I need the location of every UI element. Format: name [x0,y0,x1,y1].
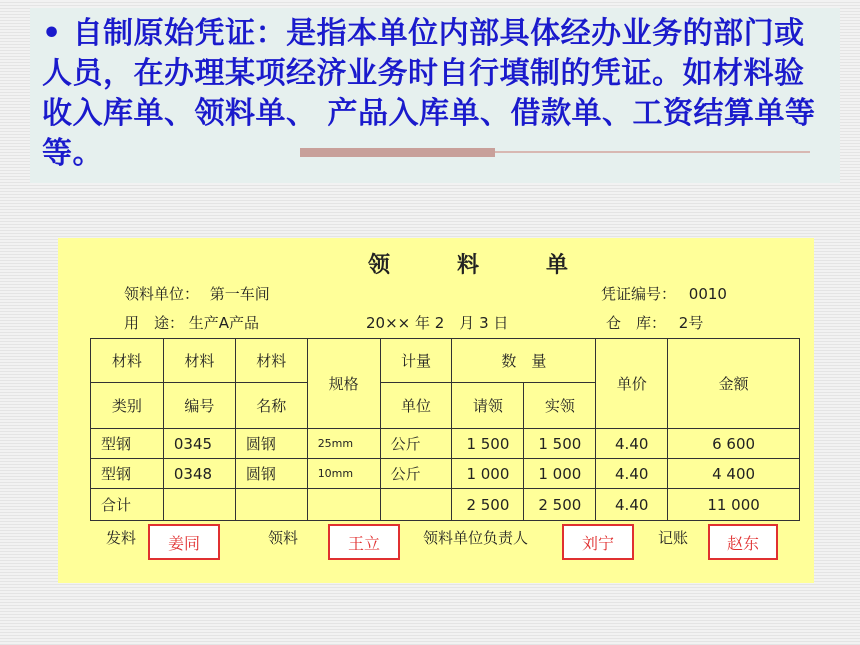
warehouse-value: 2号 [678,314,704,332]
header-code-bottom: 编号 [163,383,235,429]
cell-code: 0345 [163,429,235,459]
title-char: 料 [456,252,479,278]
empty-cell [163,489,235,521]
date-text: 20×× 年 2 月 3 日 [366,314,509,332]
total-amount: 11 000 [668,489,800,521]
empty-cell [235,489,307,521]
cell-type: 型钢 [91,459,164,489]
cell-name: 圆钢 [235,429,307,459]
cell-spec: 10mm [307,459,380,489]
voucher-label: 凭证编号： [601,285,677,303]
receiver-stamp: 王立 [328,524,400,560]
unit-value: 第一车间 [209,285,270,303]
use-row [124,312,259,333]
cell-price: 4.40 [596,459,668,489]
accent-line [495,151,810,153]
header-name-bottom: 名称 [235,383,307,429]
accent-bar [300,148,495,157]
cell-code: 0348 [163,459,235,489]
cell-price: 4.40 [596,429,668,459]
cell-unit: 公斤 [380,459,452,489]
total-actual: 2 500 [524,489,596,521]
cell-requested: 1 500 [452,429,524,459]
issuer-label: 发料 [106,529,137,547]
header-price: 单价 [596,339,668,429]
manager-label: 领料单位负责人 [423,529,529,547]
total-price: 4.40 [596,489,668,521]
header-code-top: 材料 [163,339,235,383]
bookkeeper-label: 记账 [658,529,689,547]
manager-stamp: 刘宁 [562,524,634,560]
header-requested: 请领 [452,383,524,429]
unit-label: 领料单位： [124,285,200,303]
cell-unit: 公斤 [380,429,452,459]
total-requested: 2 500 [452,489,524,521]
cell-type: 型钢 [91,429,164,459]
warehouse-row [606,312,703,333]
cell-spec: 25mm [307,429,380,459]
cell-actual: 1 500 [524,429,596,459]
header-unit-bottom: 单位 [380,383,452,429]
cell-name: 圆钢 [235,459,307,489]
voucher-row [601,283,727,304]
cell-amount: 4 400 [668,459,800,489]
header-name-top: 材料 [235,339,307,383]
cell-requested: 1 000 [452,459,524,489]
header-unit-top: 计量 [380,339,452,383]
requisition-table [90,338,800,521]
header-spec: 规格 [307,339,380,429]
header-type-bottom: 类别 [91,383,164,429]
table-row [91,459,800,489]
table-row [91,429,800,459]
header-amount: 金额 [668,339,800,429]
bullet-text: • 自制原始凭证：是指本单位内部具体经办业务的部门或人员，在办理某项经济业务时自行填制的凭证。如材料验收入库单、领料单、 产品入库单、借款单、工资结算单等等。 [42,16,816,171]
empty-cell [307,489,380,521]
title-char: 领 [368,252,391,278]
header-quantity: 数 量 [452,339,596,383]
issuer-stamp: 姜同 [148,524,220,560]
requisition-form [58,238,814,583]
header-row [91,339,800,383]
receiver-label: 领料 [268,529,299,547]
use-label: 用 途： [124,314,185,332]
cell-actual: 1 000 [524,459,596,489]
voucher-value: 0010 [688,285,727,303]
header-actual: 实领 [524,383,596,429]
unit-row [124,283,270,304]
empty-cell [380,489,452,521]
cell-amount: 6 600 [668,429,800,459]
header-type-top: 材料 [91,339,164,383]
total-label: 合计 [91,489,164,521]
use-value: 生产A产品 [188,314,260,332]
form-title [368,248,568,278]
warehouse-label: 仓 库： [606,314,667,332]
title-char: 单 [545,252,568,278]
total-row [91,489,800,521]
bookkeeper-stamp: 赵东 [708,524,778,560]
